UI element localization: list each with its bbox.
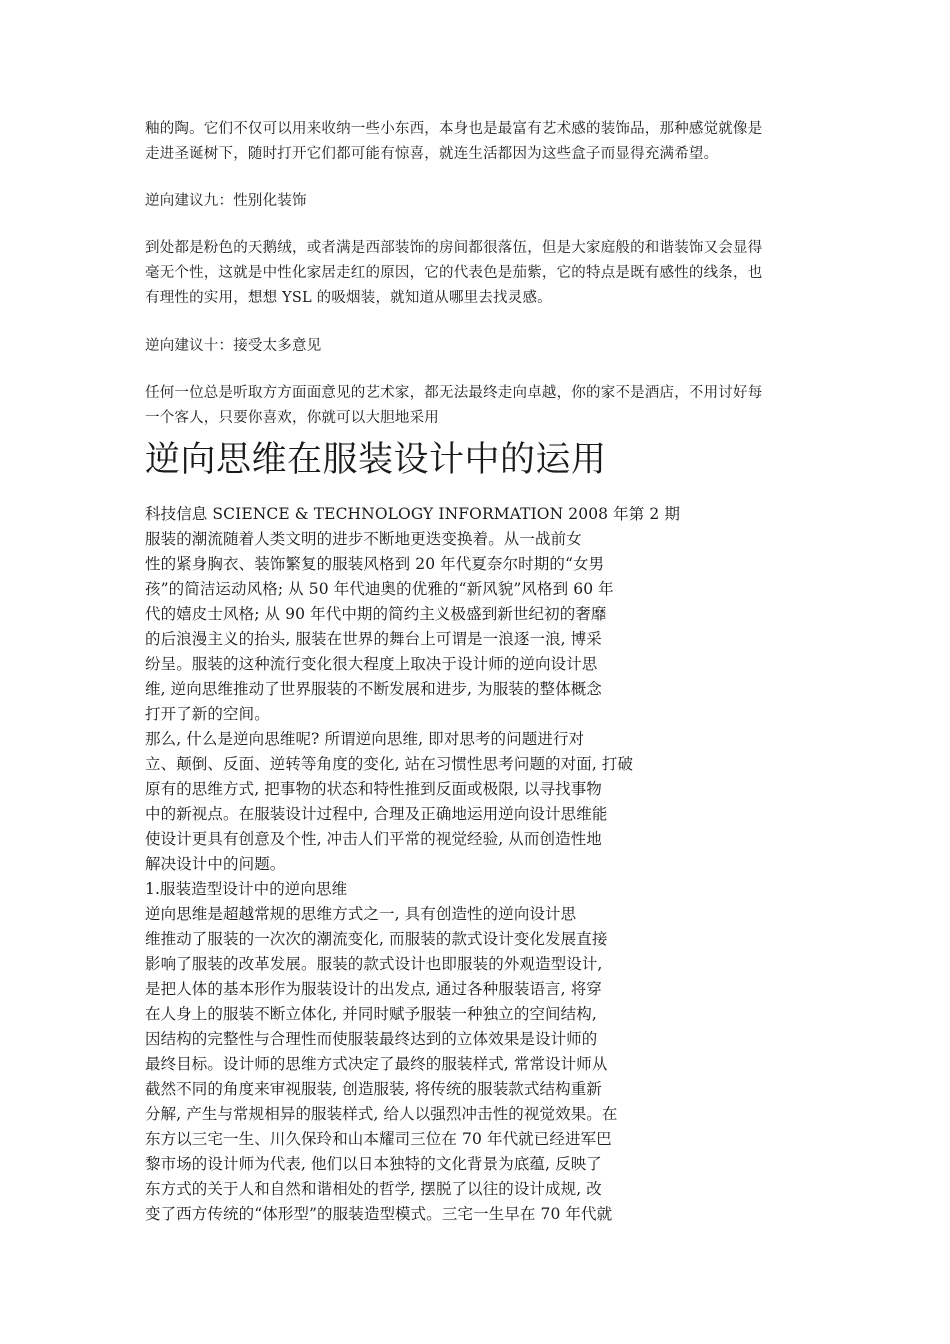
paragraph-line: 任何一位总是听取方方面面意见的艺术家，都无法最终走向卓越，你的家不是酒店，不用讨好每 (145, 385, 763, 401)
article-line: 变了西方传统的“体形型”的服装造型模式。三宅一生早在 70 年代就 (145, 1205, 613, 1223)
article-line: 那么, 什么是逆向思维呢? 所谓逆向思维, 即对思考的问题进行对 (145, 730, 585, 748)
section-heading: 逆向建议九：性别化装饰 (145, 193, 307, 209)
article-line: 维推动了服装的一次次的潮流变化, 而服装的款式设计变化发展直接 (145, 930, 608, 948)
article-line: 的后浪漫主义的抬头, 服装在世界的舞台上可谓是一浪逐一浪, 博采 (145, 630, 602, 648)
article-line: 维, 逆向思维推动了世界服装的不断发展和进步, 为服装的整体概念 (145, 680, 602, 698)
article-line: 因结构的完整性与合理性而使服装最终达到的立体效果是设计师的 (145, 1030, 598, 1048)
article-line: 逆向思维是超越常规的思维方式之一, 具有创造性的逆向设计思 (145, 905, 577, 923)
article-line: 服装的潮流随着人类文明的进步不断地更迭变换着。从一战前女 (145, 530, 582, 548)
article-line: 使设计更具有创意及个性, 冲击人们平常的视觉经验, 从而创造性地 (145, 830, 602, 848)
paragraph-line: 一个客人，只要你喜欢，你就可以大胆地采用 (145, 410, 439, 426)
article-line: 解决设计中的问题。 (145, 855, 286, 873)
paragraph-line: 走进圣诞树下，随时打开它们都可能有惊喜，就连生活都因为这些盒子而显得充满希望。 (145, 146, 719, 162)
article-line: 影响了服装的改革发展。服装的款式设计也即服装的外观造型设计, (145, 955, 603, 973)
paragraph-line: 毫无个性，这就是中性化家居走红的原因，它的代表色是茄紫，它的特点是既有感性的线条，也 (145, 265, 763, 281)
article-line: 东方以三宅一生、川久保玲和山本耀司三位在 70 年代就已经进军巴 (145, 1130, 612, 1148)
article-line: 立、颠倒、反面、逆转等角度的变化, 站在习惯性思考问题的对面, 打破 (145, 755, 634, 773)
paragraph-line: 有理性的实用，想想 YSL 的吸烟装，就知道从哪里去找灵感。 (145, 290, 552, 306)
section-heading: 逆向建议十：接受太多意见 (145, 338, 322, 354)
paragraph-line: 到处都是粉色的天鹅绒，或者满是西部装饰的房间都很落伍，但是大家庭般的和谐装饰又会显得 (145, 240, 763, 256)
article-line: 打开了新的空间。 (145, 705, 270, 723)
article-line: 代的嬉皮士风格; 从 90 年代中期的简约主义极盛到新世纪初的奢靡 (145, 605, 607, 623)
article-line: 在人身上的服装不断立体化, 并同时赋予服装一种独立的空间结构, (145, 1005, 597, 1023)
article-line: 中的新视点。在服装设计过程中, 合理及正确地运用逆向设计思维能 (145, 805, 608, 823)
article-line: 性的紧身胸衣、装饰繁复的服装风格到 20 年代夏奈尔时期的“女男 (145, 555, 605, 573)
article-subheading: 1.服装造型设计中的逆向思维 (145, 880, 348, 898)
article-title: 逆向思维在服装设计中的运用 (145, 440, 607, 480)
article-line: 孩”的简洁运动风格; 从 50 年代迪奥的优雅的“新风貌”风格到 60 年 (145, 580, 614, 598)
article-line: 截然不同的角度来审视服装, 创造服装, 将传统的服装款式结构重新 (145, 1080, 602, 1098)
paragraph-line: 釉的陶。它们不仅可以用来收纳一些小东西，本身也是最富有艺术感的装饰品，那种感觉就像是 (145, 121, 763, 137)
article-source-line: 科技信息 SCIENCE & TECHNOLOGY INFORMATION 2008 年第 2 期 (145, 505, 680, 523)
article-line: 黎市场的设计师为代表, 他们以日本独特的文化背景为底蕴, 反映了 (145, 1155, 602, 1173)
article-line: 分解, 产生与常规相异的服装样式, 给人以强烈冲击性的视觉效果。在 (145, 1105, 618, 1123)
article-line: 原有的思维方式, 把事物的状态和特性推到反面或极限, 以寻找事物 (145, 780, 602, 798)
article-line: 最终目标。设计师的思维方式决定了最终的服装样式, 常常设计师从 (145, 1055, 608, 1073)
article-line: 纷呈。服装的这种流行变化很大程度上取决于设计师的逆向设计思 (145, 655, 598, 673)
article-line: 是把人体的基本形作为服装设计的出发点, 通过各种服装语言, 将穿 (145, 980, 602, 998)
article-line: 东方式的关于人和自然和谐相处的哲学, 摆脱了以往的设计成规, 改 (145, 1180, 602, 1198)
